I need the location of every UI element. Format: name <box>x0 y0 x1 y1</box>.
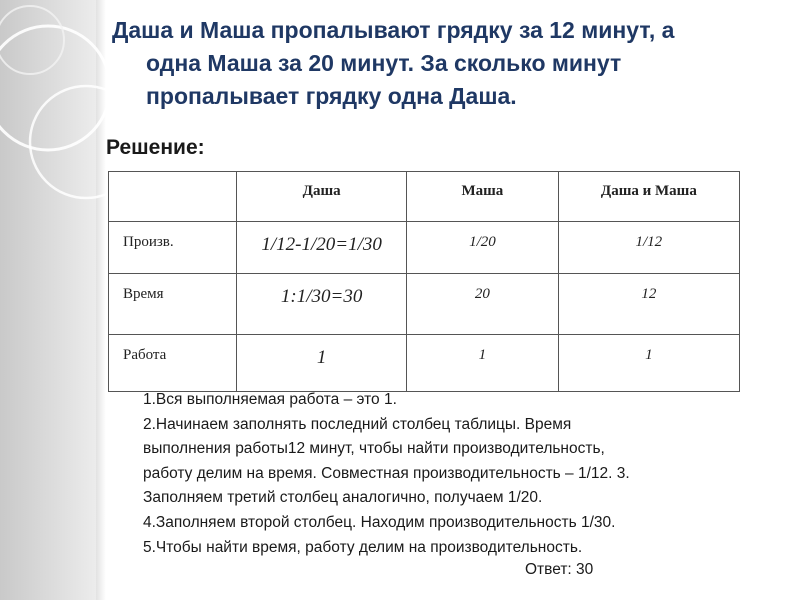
problem-line-1: Даша и Маша пропалывают грядку за 12 минут, а <box>112 17 675 43</box>
table-row <box>109 335 740 392</box>
step-line: 5.Чтобы найти время, работу делим на производительность. <box>143 538 583 556</box>
cell-masha-time: 20 <box>407 274 559 335</box>
table-row <box>109 222 740 274</box>
header-cell-dasha: Даша <box>237 172 407 222</box>
cell-both-work: 1 <box>558 335 739 392</box>
solution-table <box>108 171 740 392</box>
table-row <box>109 274 740 335</box>
row-label-time: Время <box>109 274 237 335</box>
cell-both-time: 12 <box>558 274 739 335</box>
problem-line-2: одна Маша за 20 минут. За сколько минут <box>146 50 622 76</box>
step-line: 1.Вся выполняемая работа – это 1. <box>143 391 397 408</box>
step-line: 2.Начинаем заполнять последний столбец таблицы. Время <box>143 415 572 433</box>
cell-both-productivity: 1/12 <box>558 222 739 274</box>
problem-statement <box>112 14 782 113</box>
cell-masha-work: 1 <box>407 335 559 392</box>
step-line: Заполняем третий столбец аналогично, получаем 1/20. <box>143 489 543 507</box>
row-label-productivity: Произв. <box>109 222 237 274</box>
solution-steps <box>143 388 783 560</box>
header-cell-empty <box>109 172 237 222</box>
answer-text: Ответ: 30 <box>525 561 594 578</box>
cell-masha-productivity: 1/20 <box>407 222 559 274</box>
step-line: работу делим на время. Совместная производительность – 1/12. 3. <box>143 464 630 482</box>
header-cell-masha: Маша <box>407 172 559 222</box>
header-cell-both: Даша и Маша <box>558 172 739 222</box>
cell-dasha-work: 1 <box>237 335 407 392</box>
row-label-work: Работа <box>109 335 237 392</box>
problem-line-3: пропалывает грядку одна Даша. <box>146 83 517 109</box>
step-line: выполнения работы12 минут, чтобы найти производительность, <box>143 440 605 458</box>
table-header-row <box>109 172 740 222</box>
step-line: 4.Заполняем второй столбец. Находим производительность 1/30. <box>143 513 616 531</box>
cell-dasha-productivity: 1/12-1/20=1/30 <box>237 222 407 274</box>
cell-dasha-time: 1:1/30=30 <box>237 274 407 335</box>
solution-heading: Решение: <box>106 136 205 159</box>
